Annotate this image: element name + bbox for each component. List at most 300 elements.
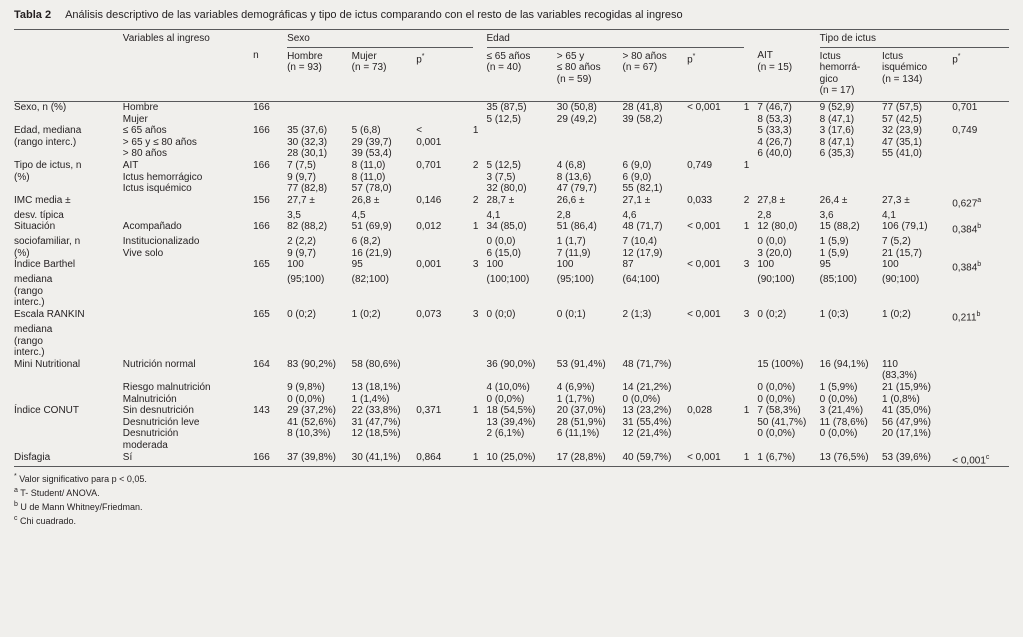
cell-isq: 55 (41,0) — [881, 148, 923, 160]
cell-gt65 — [557, 286, 623, 298]
table-row — [14, 259, 1009, 274]
cell-le65: 5 (12,5) — [486, 113, 521, 125]
row-label: (%) — [14, 247, 30, 259]
header-col-ait — [757, 47, 819, 101]
cell-hombre: 8 (10,3%) — [287, 428, 331, 440]
cell-p3 — [952, 286, 1009, 298]
row-label: desv. típica — [14, 209, 64, 221]
cell-hombre: 9 (9,7) — [287, 247, 316, 259]
cell-p2 — [687, 336, 744, 348]
cell-p1 — [416, 274, 473, 286]
cell-le65: 13 (39,4%) — [486, 416, 536, 428]
cell-p2 — [687, 347, 744, 359]
cell-le65: 0 (0,0) — [486, 236, 516, 248]
cell-p1: 0,864 — [416, 452, 473, 467]
header-group-tipo: Tipo de ictus — [820, 30, 1009, 48]
cell-n: 165 — [253, 259, 270, 271]
cell-n: 166 — [253, 101, 287, 113]
cell-gt65: 20 (37,0%) — [556, 405, 606, 417]
cell-isq: 21 (15,9%) — [881, 381, 931, 393]
cell-p2 — [687, 359, 744, 371]
cell-le65 — [487, 125, 557, 137]
header-col-mujer-n: (n = 73) — [351, 62, 387, 74]
cell-pn1 — [473, 428, 487, 440]
asterisk-marker: * — [421, 52, 425, 60]
cell-le65: 6 (15,0) — [486, 247, 521, 259]
cell-pn2 — [744, 370, 758, 382]
cell-le65 — [487, 336, 557, 348]
cell-p1 — [416, 236, 473, 248]
row-label: IMC media ± — [14, 194, 71, 206]
cell-pn2 — [744, 336, 758, 348]
cell-hem — [820, 324, 882, 336]
cell-pn1: 1 — [472, 125, 479, 137]
cell-hem: 6 (35,3) — [819, 148, 855, 160]
cell-mujer: 13 (18,1%) — [351, 381, 401, 393]
cell-ait: (90;100) — [757, 274, 795, 286]
table-row — [14, 183, 1009, 195]
row-sublabel: Riesgo malnutrición — [122, 381, 211, 393]
cell-pn1 — [473, 417, 487, 429]
cell-gt65 — [557, 137, 623, 149]
header-col-isq-label-2: isquémico — [881, 62, 928, 74]
header-group-edad: Edad — [487, 30, 744, 48]
cell-isq: 1 (0;2) — [881, 309, 911, 321]
cell-mujer: 95 — [351, 259, 363, 271]
cell-pn2 — [744, 286, 758, 298]
header-spacer-4 — [757, 30, 819, 48]
cell-pn2: 1 — [744, 452, 758, 467]
row-label — [14, 148, 123, 160]
cell-p1 — [416, 440, 473, 452]
row-label: Edad, mediana — [14, 125, 82, 137]
table-row — [14, 195, 1009, 210]
cell-hem: 3 (17,6) — [819, 125, 855, 137]
row-label: Mini Nutritional — [14, 358, 81, 370]
table-row — [14, 221, 1009, 236]
row-label — [14, 440, 123, 452]
cell-mujer: 8 (11,0) — [351, 159, 386, 171]
cell-hem — [820, 286, 882, 298]
cell-p2 — [687, 417, 744, 429]
cell-isq: 1 (0,8%) — [881, 393, 920, 405]
header-blank-vars — [123, 47, 253, 101]
row-sublabel — [123, 370, 253, 382]
cell-p3 — [952, 417, 1009, 429]
table-header-groups — [14, 30, 1009, 48]
cell-mujer: 30 (41,1%) — [352, 452, 417, 467]
cell-gt65: (95;100) — [556, 274, 595, 286]
cell-p2 — [687, 137, 744, 149]
cell-pn2 — [744, 417, 758, 429]
cell-p3 — [952, 148, 1009, 160]
cell-hombre: 29 (37,2%) — [287, 405, 336, 417]
cell-p2 — [687, 125, 744, 137]
cell-isq: 77 (57,5) — [882, 101, 952, 113]
cell-n — [253, 428, 287, 440]
cell-pn1: 3 — [472, 259, 479, 271]
cell-gt65: 4 (6,8) — [556, 159, 586, 171]
cell-gt80: 87 — [622, 259, 634, 271]
cell-hem: 15 (88,2) — [819, 221, 860, 233]
header-col-le65 — [487, 47, 557, 101]
cell-gt80: (64;100) — [622, 274, 660, 286]
cell-p1 — [416, 359, 473, 371]
cell-gt80: 40 (59,7%) — [622, 452, 687, 467]
cell-isq: 41 (35,0%) — [881, 405, 931, 417]
cell-p3 — [952, 183, 1009, 195]
cell-pn2 — [744, 394, 758, 406]
cell-gt65: 26,6 ± — [556, 194, 585, 206]
cell-pn1: 2 — [472, 159, 479, 171]
cell-hem: 1 (5,9) — [819, 236, 849, 248]
footnote-mark: c — [14, 515, 18, 523]
cell-mujer: 58 (80,6%) — [351, 358, 401, 370]
cell-pn2 — [744, 125, 758, 137]
cell-hombre — [287, 324, 352, 336]
row-sublabel: Malnutrición — [122, 393, 177, 405]
footnote: * Valor significativo para p < 0,05. — [14, 473, 147, 485]
cell-le65: 4 (10,0%) — [486, 381, 530, 393]
cell-p2 — [687, 183, 744, 195]
row-sublabel — [123, 324, 253, 336]
row-sublabel: Ictus hemorrágico — [122, 171, 203, 183]
cell-p2: < 0,001 — [687, 309, 721, 321]
table-row — [14, 210, 1009, 222]
cell-isq: 21 (15,7) — [881, 247, 923, 259]
header-col-le65-label: ≤ 65 años — [486, 50, 531, 62]
header-col-gt65-label-2: ≤ 80 años — [556, 62, 601, 74]
cell-n — [253, 336, 287, 348]
table-caption — [0, 0, 1023, 29]
cell-pn1: 3 — [472, 309, 479, 321]
cell-p3 — [952, 405, 1009, 417]
cell-le65: 2 (6,1%) — [486, 428, 525, 440]
cell-ait — [757, 183, 819, 195]
cell-p2: < 0,001 — [687, 452, 744, 467]
cell-mujer — [352, 286, 417, 298]
cell-pn2 — [744, 347, 758, 359]
cell-p1 — [416, 347, 473, 359]
cell-isq: 100 — [881, 259, 899, 271]
cell-p2 — [687, 428, 744, 440]
cell-hombre: 35 (37,6) — [287, 125, 328, 137]
row-sublabel: Desnutrición leve — [122, 416, 200, 428]
table-footnotes — [14, 467, 1009, 527]
cell-hem — [820, 183, 882, 195]
footnote: $^a$ T- Student/ ANOVA. — [14, 487, 100, 499]
cell-p3 — [952, 394, 1009, 406]
cell-mujer: 57 (78,0) — [351, 183, 392, 195]
header-col-ait-n: (n = 15) — [757, 61, 793, 73]
cell-gt65: 30 (50,8) — [557, 101, 623, 113]
cell-p1 — [416, 428, 473, 440]
cell-gt80: 7 (10,4) — [622, 236, 657, 248]
cell-isq — [882, 440, 952, 452]
header-spacer-pn2 — [744, 47, 758, 101]
cell-le65 — [487, 324, 557, 336]
cell-p3 — [952, 428, 1009, 440]
cell-gt65 — [557, 324, 623, 336]
cell-p2 — [687, 114, 744, 126]
cell-pn2 — [744, 137, 758, 149]
cell-p3 — [952, 324, 1009, 336]
cell-p3 — [952, 210, 1009, 222]
cell-isq — [882, 286, 952, 298]
cell-isq — [882, 172, 952, 184]
cell-mujer: 22 (33,8%) — [351, 405, 401, 417]
cell-gt80: 14 (21,2%) — [622, 381, 672, 393]
cell-p2 — [687, 297, 744, 309]
header-col-gt65-label-1: > 65 y — [556, 50, 585, 62]
cell-le65 — [487, 137, 557, 149]
cell-mujer: 1 (0;2) — [351, 309, 381, 321]
cell-ait — [757, 160, 819, 172]
cell-isq: (83,3%) — [881, 370, 917, 382]
table-row — [14, 309, 1009, 324]
header-col-gt80-label: > 80 años — [622, 50, 667, 62]
cell-pn1: 1 — [472, 405, 479, 417]
cell-le65 — [487, 148, 557, 160]
cell-pn1 — [473, 248, 487, 260]
row-sublabel — [123, 336, 253, 348]
cell-p1: 0,073 — [416, 309, 442, 321]
cell-hem: 8 (47,1) — [819, 136, 855, 148]
cell-pn1 — [473, 347, 487, 359]
cell-hombre: 100 — [287, 259, 304, 271]
cell-p1: 0,146 — [416, 194, 442, 206]
footnote-marker: c — [985, 453, 990, 461]
cell-pn2 — [744, 428, 758, 440]
cell-hem: 0 (0,0%) — [819, 393, 858, 405]
footnote-mark: b — [14, 501, 18, 509]
cell-p2 — [687, 236, 744, 248]
header-spacer-pn1 — [473, 47, 487, 101]
header-col-hem-label-1: Ictus — [819, 50, 841, 62]
cell-p3 — [952, 137, 1009, 149]
cell-le65: 36 (90,0%) — [486, 358, 536, 370]
cell-pn1 — [473, 324, 487, 336]
cell-gt80: 2 (1;3) — [622, 309, 652, 321]
header-col-gt80 — [622, 47, 687, 101]
cell-hombre: 37 (39,8%) — [287, 452, 352, 467]
cell-hombre: 7 (7,5) — [287, 159, 316, 171]
cell-p3 — [952, 440, 1009, 452]
header-col-hombre — [287, 47, 352, 101]
cell-n — [253, 417, 287, 429]
header-col-p-edad — [687, 47, 744, 101]
cell-n — [253, 236, 287, 248]
row-label — [14, 382, 123, 394]
row-sublabel — [123, 210, 253, 222]
cell-p1 — [416, 210, 473, 222]
cell-p3 — [952, 172, 1009, 184]
cell-le65: 3 (7,5) — [486, 171, 516, 183]
cell-mujer — [352, 370, 417, 382]
header-col-hombre-label: Hombre — [287, 50, 323, 62]
cell-mujer: 1 (1,4%) — [351, 393, 390, 405]
header-col-n: n — [253, 50, 259, 62]
cell-ait — [757, 347, 819, 359]
cell-pn2 — [744, 324, 758, 336]
cell-gt65 — [557, 125, 623, 137]
row-sublabel: Institucionalizado — [122, 236, 200, 248]
header-spacer — [14, 30, 123, 48]
footnote: $^b$ U de Mann Whitney/Friedman. — [14, 501, 143, 513]
cell-n — [253, 440, 287, 452]
cell-pn1 — [473, 210, 487, 222]
row-sublabel: > 80 años — [122, 148, 167, 160]
cell-n — [253, 114, 287, 126]
table-body — [14, 101, 1009, 466]
footnote-mark: * — [14, 473, 17, 481]
header-spacer-n — [253, 30, 287, 48]
header-col-p-sexo — [416, 47, 473, 101]
cell-pn2 — [744, 148, 758, 160]
cell-ait: 27,8 ± — [757, 194, 786, 206]
cell-n — [253, 210, 287, 222]
cell-gt80: 27,1 ± — [622, 194, 651, 206]
cell-isq — [882, 160, 952, 172]
cell-mujer: 12 (18,5%) — [351, 428, 401, 440]
cell-pn1 — [473, 440, 487, 452]
row-label: Índice Barthel — [14, 259, 76, 271]
cell-mujer — [352, 324, 417, 336]
cell-ait: 0 (0;2) — [757, 309, 787, 321]
cell-hombre — [287, 440, 352, 452]
cell-ait — [757, 286, 819, 298]
cell-isq: 57 (42,5) — [881, 113, 923, 125]
cell-ait: 6 (40,0) — [757, 148, 792, 160]
cell-pn2: 2 — [743, 194, 750, 206]
row-sublabel: Sin desnutrición — [122, 405, 194, 417]
cell-n — [253, 274, 287, 286]
row-label: Sexo, n (%) — [14, 101, 123, 113]
cell-pn1 — [473, 382, 487, 394]
table-row — [14, 405, 1009, 417]
cell-p1 — [416, 394, 473, 406]
table-row — [14, 347, 1009, 359]
cell-hem: 3 (21,4%) — [819, 405, 864, 417]
cell-ait — [757, 370, 819, 382]
cell-n — [253, 347, 287, 359]
row-sublabel — [123, 297, 253, 309]
cell-pn2 — [744, 440, 758, 452]
cell-gt65: 53 (91,4%) — [556, 358, 606, 370]
header-group-vars: Variables al ingreso — [123, 30, 253, 48]
cell-gt80 — [622, 148, 687, 160]
footnote-marker: b — [977, 223, 982, 231]
cell-pn1 — [473, 286, 487, 298]
row-label — [14, 183, 123, 195]
row-sublabel: Sí — [123, 452, 253, 467]
cell-p2 — [687, 394, 744, 406]
footnote-marker: a — [977, 196, 982, 204]
cell-gt65: 6 (11,1%) — [556, 428, 600, 440]
cell-p3 — [952, 160, 1009, 172]
cell-gt80: 4,6 — [622, 209, 637, 221]
cell-hem: 1 (5,9) — [819, 247, 849, 259]
cell-mujer — [352, 347, 417, 359]
cell-gt65: 100 — [556, 259, 574, 271]
cell-n — [253, 183, 287, 195]
cell-pn1 — [473, 137, 487, 149]
cell-p2 — [687, 286, 744, 298]
cell-pn1 — [473, 148, 487, 160]
cell-isq: 53 (39,6%) — [882, 452, 952, 467]
cell-p3 — [952, 382, 1009, 394]
cell-hem: 8 (47,1) — [819, 113, 855, 125]
cell-ait: 0 (0,0) — [757, 236, 787, 248]
cell-gt80: 28 (41,8) — [622, 101, 687, 113]
cell-p2 — [687, 324, 744, 336]
cell-ait — [757, 172, 819, 184]
cell-hombre — [287, 336, 352, 348]
cell-hem: (85;100) — [819, 274, 857, 286]
cell-mujer — [352, 114, 417, 126]
cell-gt80: 55 (82,1) — [622, 183, 663, 195]
cell-hem: 13 (76,5%) — [820, 452, 882, 467]
asterisk-marker-3: * — [957, 52, 961, 60]
cell-p3 — [952, 297, 1009, 309]
cell-p3 — [952, 336, 1009, 348]
cell-hem — [820, 440, 882, 452]
cell-ait: 2,8 — [757, 209, 772, 221]
cell-le65: 34 (85,0) — [486, 221, 527, 233]
cell-ait: 7 (46,7) — [757, 101, 819, 113]
row-sublabel — [123, 286, 253, 298]
row-sublabel — [123, 274, 253, 286]
cell-mujer: 4,5 — [351, 209, 366, 221]
row-label — [14, 114, 123, 126]
cell-n — [253, 286, 287, 298]
cell-p2: 0,749 — [687, 159, 713, 171]
header-spacer-2 — [473, 30, 487, 48]
header-col-isq-n: (n = 134) — [881, 73, 923, 85]
cell-gt80: 12 (21,4%) — [622, 428, 672, 440]
row-label — [14, 394, 123, 406]
cell-p3 — [952, 274, 1009, 286]
table-row — [14, 336, 1009, 348]
cell-ait: 4 (26,7) — [757, 136, 792, 148]
cell-p3 — [952, 347, 1009, 359]
cell-pn1 — [473, 236, 487, 248]
cell-le65: 32 (80,0) — [486, 183, 527, 195]
cell-n — [253, 297, 287, 309]
header-col-mujer-label: Mujer — [351, 50, 377, 62]
cell-hem — [820, 370, 882, 382]
cell-gt80 — [622, 336, 687, 348]
cell-p3 — [952, 359, 1009, 371]
cell-gt80: 0 (0,0%) — [622, 393, 661, 405]
cell-le65 — [487, 440, 557, 452]
header-col-gt65-n: (n = 59) — [556, 73, 592, 85]
cell-n: 164 — [253, 358, 270, 370]
cell-ait: 100 — [757, 259, 775, 271]
cell-hem — [820, 336, 882, 348]
row-label: Índice CONUT — [14, 405, 80, 417]
cell-p3 — [952, 370, 1009, 382]
cell-n — [253, 248, 287, 260]
cell-ait: 50 (41,7%) — [757, 416, 807, 428]
cell-gt80: 6 (9,0) — [622, 159, 652, 171]
table-row — [14, 274, 1009, 286]
cell-gt65 — [557, 370, 623, 382]
cell-pn1: 2 — [472, 194, 479, 206]
cell-p1 — [416, 172, 473, 184]
row-sublabel: AIT — [122, 159, 139, 171]
cell-gt80: 12 (17,9) — [622, 247, 663, 259]
